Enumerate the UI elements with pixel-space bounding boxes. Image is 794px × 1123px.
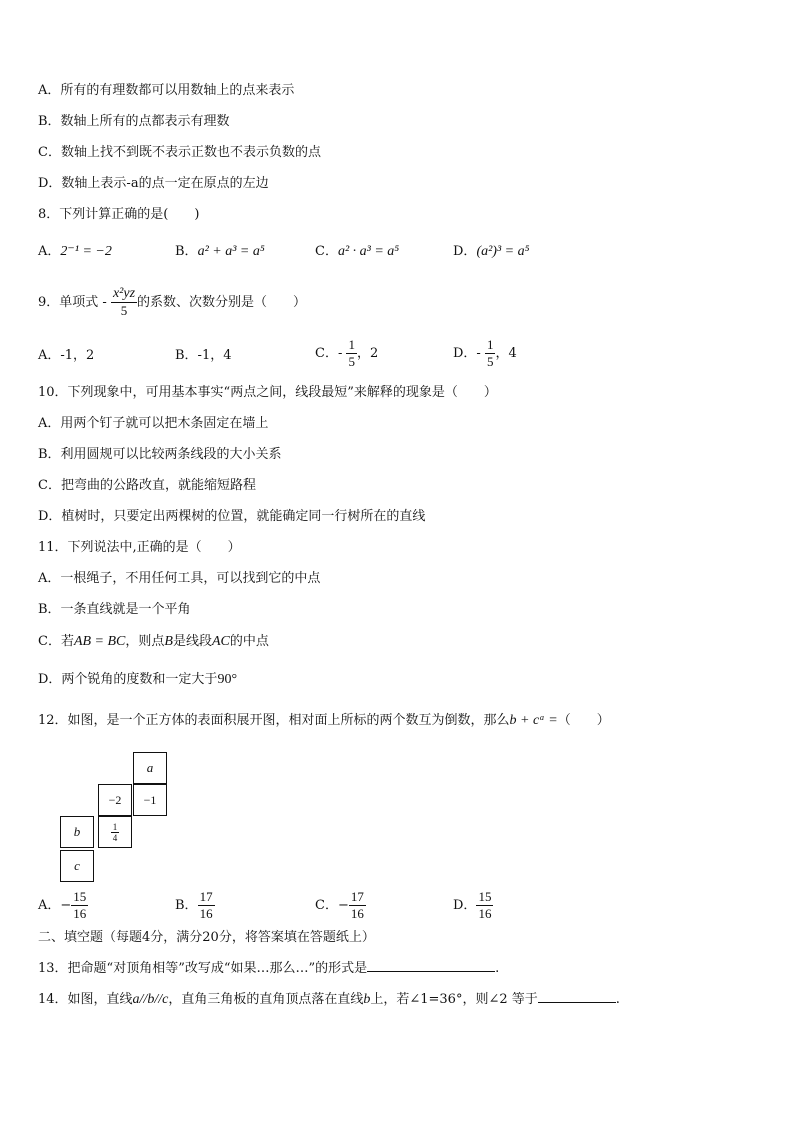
q8-stem: 8．下列计算正确的是( ) [38, 207, 200, 222]
q11-stem: 11．下列说法中,正确的是（ ） [38, 540, 241, 555]
net-cell-b: b [60, 816, 94, 848]
q12-option-a-num: 15 [73, 889, 87, 904]
q8-option-a-expr: 2⁻¹ = −2 [60, 244, 112, 259]
q14-pre: 14．如图，直线 [38, 992, 133, 1007]
q12-stem-pre: 12．如图，是一个正方体的表面积展开图，相对面上所标的两个数互为倒数，那么 [38, 713, 510, 728]
q9-option-d [453, 337, 517, 370]
q11-option-c [38, 633, 269, 651]
q14-answer-blank[interactable] [538, 988, 616, 1003]
q8-option-a-label: A． [38, 244, 61, 259]
net-quarter-fraction [111, 822, 120, 843]
q12-option-b-fraction [198, 889, 215, 922]
net-cell-a: a [133, 752, 167, 784]
q9-option-a: A．-1，2 [38, 348, 95, 363]
net-cell-c: c [60, 850, 94, 882]
q9-option-c-tail: ，2 [356, 346, 379, 361]
q9-option-d-tail: ，4 [495, 346, 517, 361]
q12-option-d-label: D． [453, 898, 477, 913]
q12-option-b-label: B． [175, 898, 198, 913]
q12-option-a-label: A． [38, 898, 61, 913]
q10-stem: 10．下列现象中，可用基本事实“两点之间，线段最短”来解释的现象是（ ） [38, 385, 497, 400]
q9-option-c-label: C．- [315, 346, 343, 361]
q12-option-c-sign: − [337, 898, 349, 913]
q12-option-d [453, 889, 493, 922]
q13-answer-blank[interactable] [367, 957, 495, 972]
q7-option-c: C．数轴上找不到既不表示正数也不表示负数的点 [38, 145, 321, 160]
q8-option-c-label: C． [315, 244, 338, 259]
q12-option-d-den: 16 [478, 906, 492, 921]
q12-option-b-num: 17 [199, 889, 213, 904]
q12-option-c-den: 16 [350, 906, 364, 921]
q11-option-c-post: 的中点 [229, 634, 269, 649]
q14-mid: ，直角三角板的直角顶点落在直线 [168, 992, 364, 1007]
q14-math1: a//b//c [132, 992, 169, 1007]
q9-stem-prefix: 9．单项式 - [38, 295, 107, 310]
q8-option-c [315, 243, 399, 261]
q7-option-d: D．数轴上表示-a的点一定在原点的左边 [38, 176, 269, 191]
net-cell-minus-2: −2 [98, 784, 132, 816]
q12-option-a-fraction [71, 889, 88, 922]
q11-option-b: B．一条直线就是一个平角 [38, 602, 191, 617]
q11-option-c-pre: C．若 [38, 634, 74, 649]
net-cell-minus-1: −1 [133, 784, 167, 816]
q12-option-c-label: C． [315, 898, 338, 913]
q11-option-d-pre: D．两个锐角的度数和一定大于 [38, 672, 218, 687]
q9-option-d-label: D．- [453, 346, 481, 361]
q8-option-a [38, 243, 112, 261]
q8-option-d [453, 243, 529, 261]
q13-end: . [495, 961, 500, 976]
q9-option-d-den: 5 [486, 354, 494, 369]
q11-option-c-mid: ，则点 [125, 634, 165, 649]
q9-option-d-fraction [485, 337, 496, 370]
q11-option-c-math2: B [164, 634, 173, 649]
q12-stem-math: b + cᵃ = [509, 713, 558, 728]
q9-fraction-denominator: 5 [120, 303, 128, 318]
q13-stem [38, 957, 499, 978]
q9-option-c-fraction [346, 337, 357, 370]
q9-stem [38, 286, 306, 319]
q8-option-d-label: D． [453, 244, 477, 259]
q12-option-a-sign: − [60, 898, 72, 913]
q12-option-a-den: 16 [73, 906, 87, 921]
q7-option-b: B．数轴上所有的点都表示有理数 [38, 114, 230, 129]
q12-stem [38, 712, 610, 730]
section-title-fill-in: 二、填空题（每题4分，满分20分，将答案填在答题纸上） [38, 930, 375, 945]
q9-fraction-numerator: x²yz [112, 286, 136, 301]
q11-option-d [38, 671, 237, 689]
q11-option-c-mid2: 是线段 [172, 634, 212, 649]
q13-stem-text: 13．把命题“对顶角相等”改写成“如果…那么…”的形式是 [38, 961, 368, 976]
q9-option-b: B．-1，4 [175, 348, 232, 363]
q9-option-d-num: 1 [486, 337, 494, 352]
q9-option-c-den: 5 [348, 354, 355, 369]
q8-option-b-expr: a² + a³ = a⁵ [197, 244, 265, 259]
q12-option-b-den: 16 [199, 906, 213, 921]
q14-mid2: 上，若∠1=36°，则∠2 等于 [370, 992, 538, 1007]
q14-math2: b [363, 992, 371, 1007]
q12-option-c-fraction [349, 889, 366, 922]
q9-stem-suffix: 的系数、次数分别是（ ） [137, 295, 307, 310]
q12-option-d-num: 15 [478, 889, 492, 904]
q8-option-d-expr: (a²)³ = a⁵ [476, 244, 530, 259]
net-quarter-den: 4 [112, 832, 118, 843]
q12-option-d-fraction [476, 889, 493, 922]
q11-option-c-math3: AC [212, 634, 230, 649]
q14-stem [38, 988, 620, 1009]
q9-monomial-fraction [111, 286, 137, 319]
net-quarter-num: 1 [112, 821, 118, 832]
q11-option-d-math: 90° [217, 672, 238, 687]
q12-stem-post: （ ） [557, 713, 610, 728]
q9-option-c-num: 1 [348, 337, 355, 352]
q7-option-a: A．所有的有理数都可以用数轴上的点来表示 [38, 83, 295, 98]
q11-option-a: A．一根绳子，不用任何工具，可以找到它的中点 [38, 571, 321, 586]
q12-option-b [175, 889, 215, 922]
q14-end: . [615, 992, 620, 1007]
net-cell-quarter [98, 816, 132, 848]
q11-option-c-math1: AB = BC [73, 634, 126, 649]
q8-option-c-expr: a² · a³ = a⁵ [337, 244, 400, 259]
q12-option-c [315, 889, 366, 922]
q8-option-b-label: B． [175, 244, 198, 259]
q10-option-b: B．利用圆规可以比较两条线段的大小关系 [38, 447, 282, 462]
q10-option-d: D．植树时，只要定出两棵树的位置，就能确定同一行树所在的直线 [38, 509, 426, 524]
q12-option-a [38, 889, 88, 922]
q12-option-c-num: 17 [350, 889, 364, 904]
q10-option-c: C．把弯曲的公路改直，就能缩短路程 [38, 478, 256, 493]
q8-option-b [175, 243, 265, 261]
q9-option-c [315, 337, 378, 370]
q10-option-a: A．用两个钉子就可以把木条固定在墙上 [38, 416, 269, 431]
